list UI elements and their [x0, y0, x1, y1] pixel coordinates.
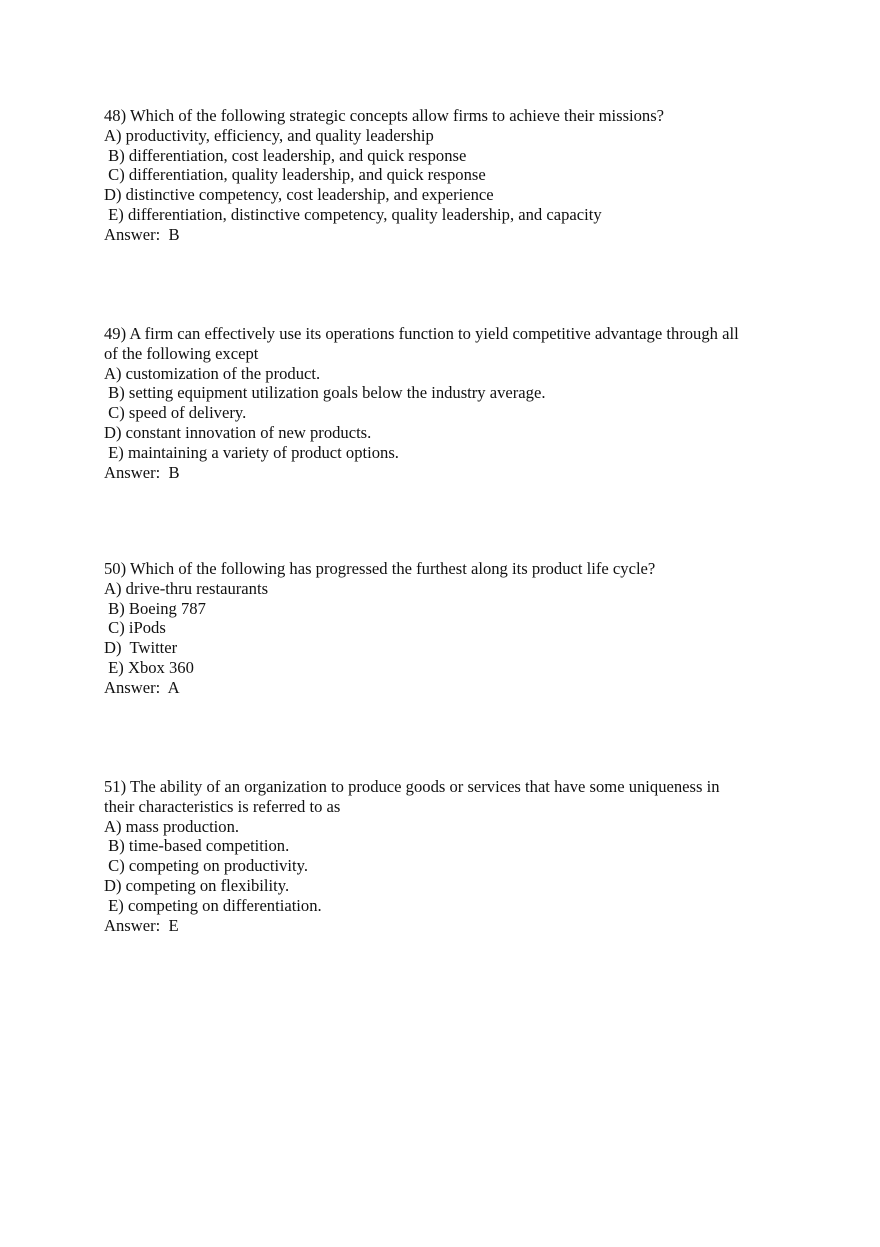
- option-d: D) competing on flexibility.: [104, 875, 290, 895]
- question-stem-line: 49) A firm can effectively use its operations function to yield competitive advantage through all: [104, 324, 739, 343]
- option-a: A) drive-thru restaurants: [104, 578, 269, 598]
- answer: Answer: B: [104, 462, 180, 482]
- option-c: C) differentiation, quality leadership, and quick response: [104, 165, 486, 185]
- question-50: [104, 559, 784, 698]
- question-49: [104, 324, 784, 482]
- answer: Answer: A: [104, 677, 180, 697]
- option-c: C) competing on productivity.: [104, 856, 309, 876]
- option-b: B) Boeing 787: [104, 598, 206, 618]
- option-a: A) mass production.: [104, 816, 240, 836]
- question-stem: [104, 106, 784, 126]
- option-e: E) maintaining a variety of product options.: [104, 442, 399, 462]
- question-51: [104, 777, 784, 935]
- option-d: D) distinctive competency, cost leadership, and experience: [104, 185, 494, 205]
- question-stem: [104, 559, 784, 579]
- question-stem: [104, 777, 784, 817]
- option-c: C) speed of delivery.: [104, 403, 247, 423]
- option-b: B) setting equipment utilization goals below the industry average.: [104, 383, 546, 403]
- option-d: D) constant innovation of new products.: [104, 422, 372, 442]
- question-stem-line: 51) The ability of an organization to produce goods or services that have some uniqueness in: [104, 777, 720, 796]
- question-stem-line: their characteristics is referred to as: [104, 796, 341, 816]
- answer: Answer: E: [104, 915, 179, 935]
- question-stem: [104, 324, 784, 364]
- question-stem-line: 48) Which of the following strategic concepts allow firms to achieve their missions?: [104, 106, 665, 125]
- question-stem-line: of the following except: [104, 343, 259, 363]
- option-d: D) Twitter: [104, 638, 178, 658]
- option-e: E) differentiation, distinctive competency, quality leadership, and capacity: [104, 204, 602, 224]
- option-a: A) productivity, efficiency, and quality leadership: [104, 125, 434, 145]
- option-e: E) competing on differentiation.: [104, 895, 322, 915]
- option-b: B) differentiation, cost leadership, and quick response: [104, 145, 467, 165]
- option-e: E) Xbox 360: [104, 657, 194, 677]
- option-a: A) customization of the product.: [104, 363, 321, 383]
- option-b: B) time-based competition.: [104, 836, 290, 856]
- question-48: [104, 106, 784, 245]
- question-stem-line: 50) Which of the following has progressed the furthest along its product life cycle?: [104, 559, 656, 578]
- option-c: C) iPods: [104, 618, 166, 638]
- answer: Answer: B: [104, 224, 180, 244]
